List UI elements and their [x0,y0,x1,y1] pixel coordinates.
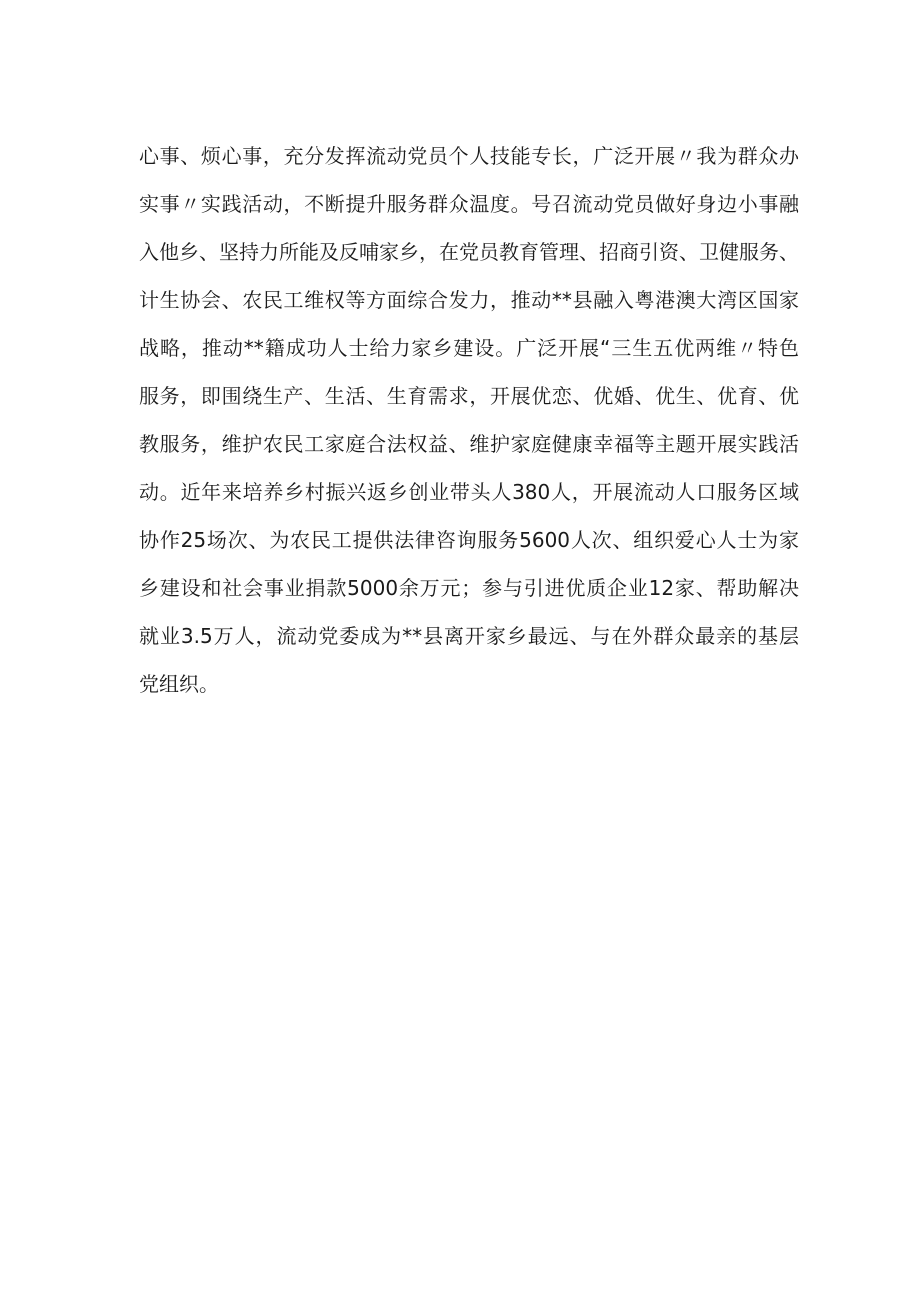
paragraph-line: 服务，即围绕生产、生活、生育需求，开展优恋、优婚、优生、优育、优 [139,384,799,408]
paragraph-line: 就业3.5万人，流动党委成为**县离开家乡最远、与在外群众最亲的基层 [139,624,799,648]
paragraph-line: 战略，推动**籍成功人士给力家乡建设。广泛开展“三生五优两维〃特色 [139,336,799,360]
paragraph-line: 协作25场次、为农民工提供法律咨询服务5600人次、组织爱心人士为家 [139,528,799,552]
paragraph-line: 心事、烦心事，充分发挥流动党员个人技能专长，广泛开展〃我为群众办 [139,144,799,168]
paragraph-line: 实事〃实践活动，不断提升服务群众温度。号召流动党员做好身边小事融 [139,192,799,216]
paragraph-line-last: 党组织。 [139,672,219,696]
paragraph-line: 计生协会、农民工维权等方面综合发力，推动**县融入粤港澳大湾区国家 [139,288,799,312]
paragraph-line: 动。近年来培养乡村振兴返乡创业带头人380人，开展流动人口服务区域 [139,480,799,504]
paragraph-line: 乡建设和社会事业捐款5000余万元；参与引进优质企业12家、帮助解决 [139,576,799,600]
paragraph-line: 入他乡、坚持力所能及反哺家乡，在党员教育管理、招商引资、卫健服务、 [139,240,799,264]
paragraph-line: 教服务，维护农民工家庭合法权益、维护家庭健康幸福等主题开展实践活 [139,432,799,456]
body-paragraph [139,132,799,708]
